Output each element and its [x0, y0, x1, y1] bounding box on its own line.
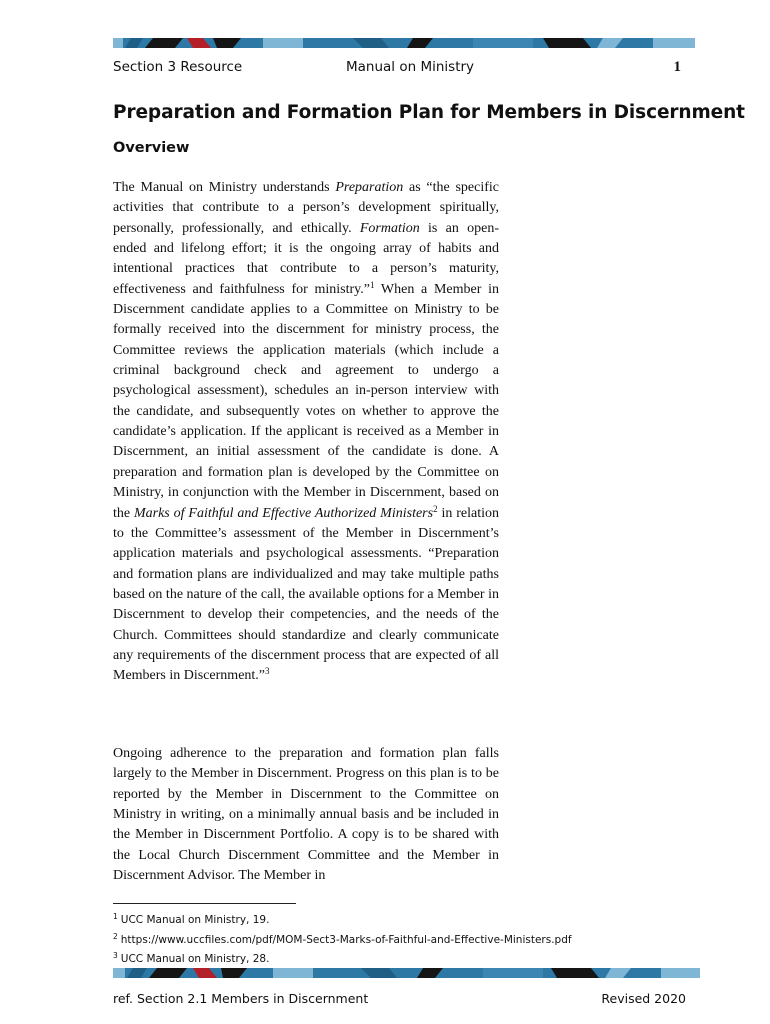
footer-revision: Revised 2020 [601, 991, 686, 1006]
footnote-ref-3: 3 [265, 666, 270, 677]
section-heading-overview: Overview [113, 140, 190, 156]
body-paragraph-1 [113, 178, 499, 687]
page-number: 1 [673, 59, 681, 75]
header-section: Section 3 Resource [113, 59, 243, 75]
footnotes [113, 911, 653, 970]
p1-text-5: in relation to the Committee’s assessment of the Member in Discernment’s application materials and psychological assessments. “Preparation and formation plans are individualized and may take multiple paths based on the nature of the call, the available options for a Member in Discernment to develop their competencies, and the needs of the Church. Committees should standardize and clearly communicate any requirements of the discernment process that are expected of all Members in Discernment.” [113, 505, 499, 684]
header-manual-title: Manual on Ministry [346, 59, 475, 75]
p1-italic-preparation: Preparation [335, 180, 404, 195]
footnote-2 [113, 931, 653, 951]
footnote-text: UCC Manual on Ministry, 28. [120, 953, 270, 965]
p1-italic-marks: Marks of Faithful and Effective Authorized Ministers [133, 505, 434, 521]
header-decorative-band [113, 38, 695, 48]
p1-text-2: as “the specific activities that contribute to a person’s development spiritually, personally, professionally, and ethically. [113, 180, 499, 236]
footnote-text: UCC Manual on Ministry, 19. [120, 914, 270, 926]
body-paragraph-2: Ongoing adherence to the preparation and formation plan falls largely to the Member in Discernment. Progress on this plan is to be reported by the Member in Discernment to the Committee on Ministry in writing, on a minimally annual basis and be included in the Member in Discernment Portfolio. A copy is to be shared with the Local Church Discernment Committee and the Member in Discernment Advisor. The Member in [113, 746, 499, 884]
footnote-number: 3 [113, 951, 118, 960]
footnote-divider [113, 903, 296, 904]
running-footer [113, 991, 686, 1006]
footnote-link[interactable]: https://www.uccfiles.com/pdf/MOM-Sect3-Marks-of-Faithful-and-Effective-Ministers.pdf [120, 933, 572, 946]
footer-reference: ref. Section 2.1 Members in Discernment [113, 991, 369, 1006]
footnote-number: 2 [113, 931, 118, 941]
footnote-ref-2: 2 [433, 503, 438, 514]
p1-italic-formation: Formation [359, 220, 420, 236]
footnote-3 [113, 950, 653, 970]
footer-decorative-band [113, 968, 700, 978]
p1-text-1: The Manual on Ministry understands [113, 180, 336, 195]
running-header [113, 59, 681, 79]
footnote-number: 1 [113, 912, 118, 921]
page-title: Preparation and Formation Plan for Members in Discernment [113, 102, 745, 123]
p1-text-3: is an open-ended and lifelong effort; it is the ongoing array of habits and intentional practices that contribute to a person’s maturity, effectiveness and faithfulness for ministry.” [113, 220, 499, 297]
p1-text-4: When a Member in Discernment candidate applies to a Committee on Ministry to be formally received into the discernment for ministry process, the Committee reviews the application materials (which include a criminal background check and agreement to undergo a psychological assessment), schedules an in-person interview with the candidate, and subsequently votes on whether to approve the candidate’s application. If the applicant is received as a Member in Discernment, an initial assessment of the candidate is done. A preparation and formation plan is developed by the Committee on Ministry, in conjunction with the Member in Discernment, based on the [113, 281, 499, 521]
footnote-ref-1: 1 [369, 279, 375, 290]
footnote-1 [113, 911, 653, 931]
